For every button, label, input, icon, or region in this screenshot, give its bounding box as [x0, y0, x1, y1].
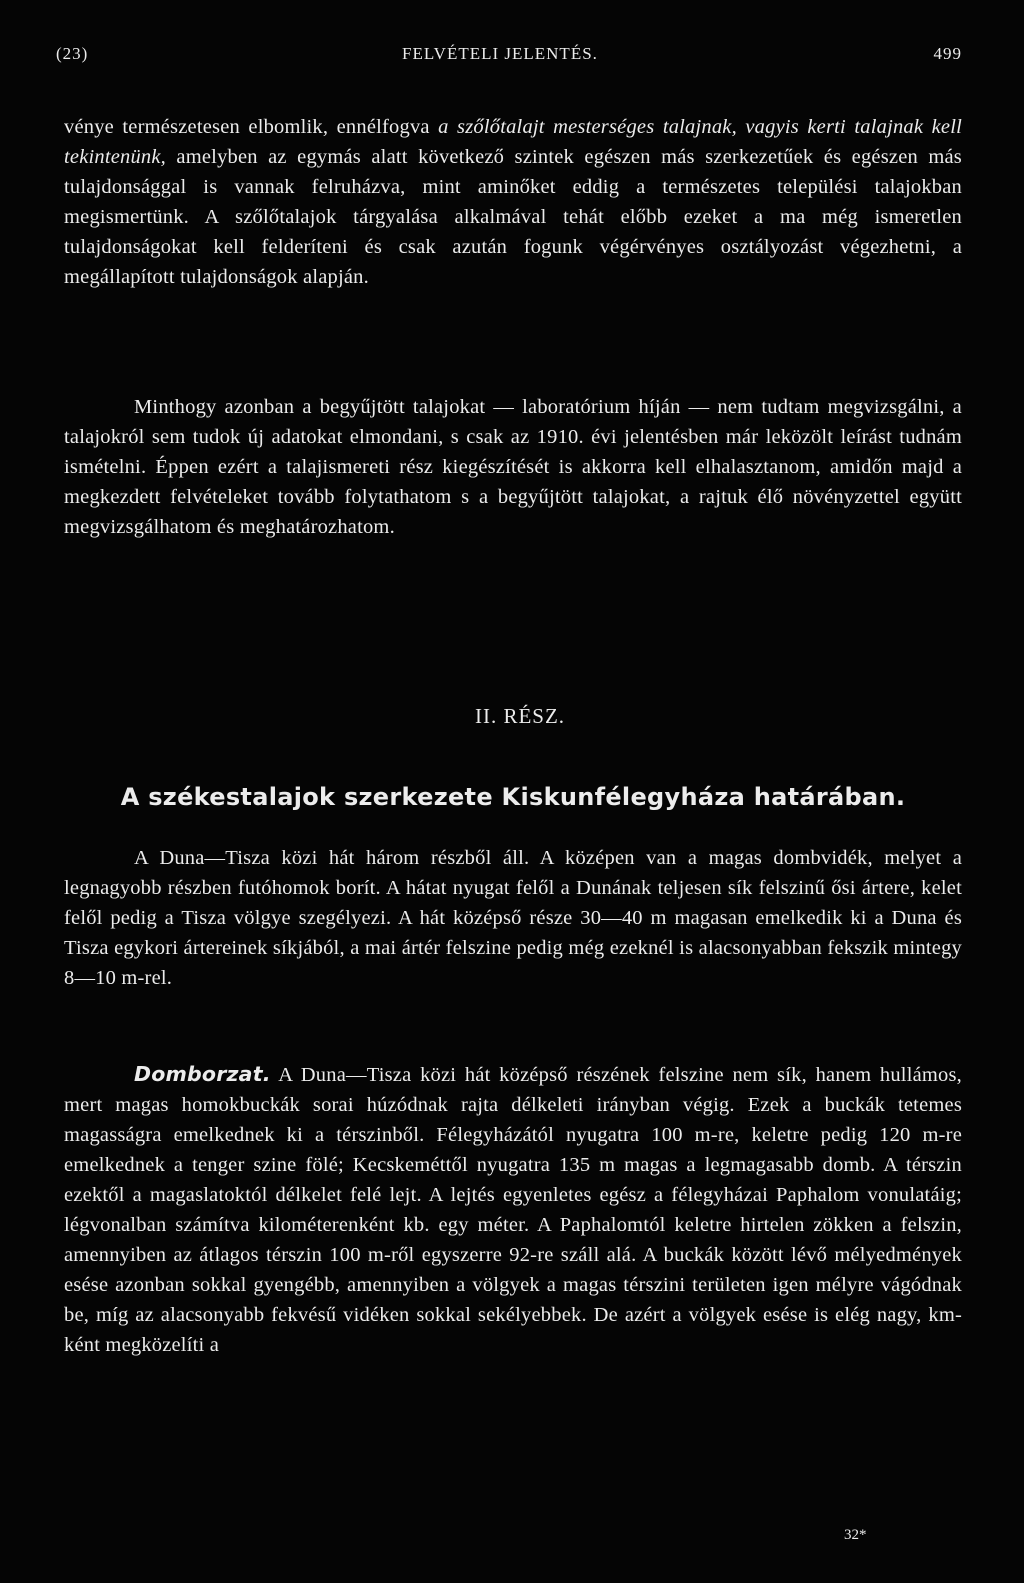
- document-page: [56, 0, 962, 1583]
- page-reference: (23): [56, 44, 89, 63]
- page-number: 499: [933, 44, 962, 63]
- paragraph-text: amelyben az egymás alatt következő szintek egészen más szerkezetűek és egészen más tulajdonsággal is vannak felruházva, mint aminőket eddig a természetes települési talajokban megismertünk. A szőlőtalajok tárgyalása alkalmával tehát előbb ezeket a ma még ismeretlen tulajdonságokat kell felderíteni és csak azután fogunk végérvényes osztályozást végezhetni, a megállapított tulajdonságok alapján.: [64, 146, 962, 288]
- running-header: [56, 44, 962, 74]
- paragraph-text: Minthogy azonban a begyűjtött talajokat — laboratórium híján — nem tudtam megvizsgálni, a talajokról sem tudok új adatokat elmondani, s csak az 1910. évi jelentésben már leközölt leírást tudnám ismételni. Éppen ezért a talajismereti rész kiegészítését is akkorra kell elhalasztanom, amidőn majd a megkezdett felvételeket tovább folytathatom s a begyűjtött talajokat, a rajtuk élő növényzettel együtt megvizsgálhatom és meghatározhatom.: [64, 396, 962, 538]
- paragraph-text: A Duna—Tisza közi hát három részből áll. A középen van a magas dombvidék, melyet a legnagyobb részben futóhomok borít. A hátat nyugat felől a Dunának teljesen sík felszinű ősi ártere, kelet felől pedig a Tisza völgye szegélyezi. A hát középső része 30—40 m magasan emelkedik ki a Duna és Tisza egykori ártereinek síkjából, a mai ártér felszine pedig még ezeknél is alacsonyabban fekszik mintegy 8—10 m-rel.: [64, 847, 962, 989]
- paragraph-text: A Duna—Tisza közi hát középső részének felszine nem sík, hanem hullámos, mert magas homokbuckák sorai húzódnak rajta délkeleti irányban végig. Ezek a buckák tetemes magasságra emelkednek ki a térszinből. Félegyházától nyugatra 100 m-re, keletre pedig 120 m-re emelkednek a tenger szine fölé; Kecskeméttől nyugatra 135 m magas a legmagasabb domb. A térszin ezektől a magaslatoktól délkelet felé lejt. A lejtés egyenletes egész a félegyházai Paphalom vonulatáig; légvonalban számítva kilométerenként kb. egy méter. A Paphalomtól keletre hirtelen zökken a felszin, amennyiben az átlagos térszin 100 m-ről egyszerre 92-re száll alá. A buckák között lévő mélyedmények esése azonban sokkal gyengébb, amennyiben a völgyek a magas térszini területen igen mélyre vágódnak be, míg az alacsonyabb fekvésű vidéken sokkal sekélyebbek. De azért a völgyek esése is elég nagy, km-ként megközelíti a: [64, 1064, 962, 1356]
- paragraph-domborzat: [64, 1059, 962, 1360]
- running-title: FELVÉTELI JELENTÉS.: [402, 44, 598, 63]
- paragraph-continuation: [64, 112, 962, 292]
- part-heading: II. RÉSZ.: [474, 704, 566, 728]
- paragraph-duna-tisza: [64, 843, 962, 993]
- paragraph-minthogy: [64, 392, 962, 542]
- section-lead-in: Domborzat.: [134, 1062, 271, 1086]
- paragraph-text: vénye természetesen elbomlik, ennélfogva: [64, 116, 439, 138]
- signature-mark: 32*: [844, 1527, 867, 1543]
- chapter-heading: A székestalajok szerkezete Kiskunfélegyháza határában.: [120, 783, 906, 811]
- italic-emphasis: a szőlőtalajt mesterséges talajnak, vagyis kerti talajnak kell tekintenünk,: [64, 116, 962, 168]
